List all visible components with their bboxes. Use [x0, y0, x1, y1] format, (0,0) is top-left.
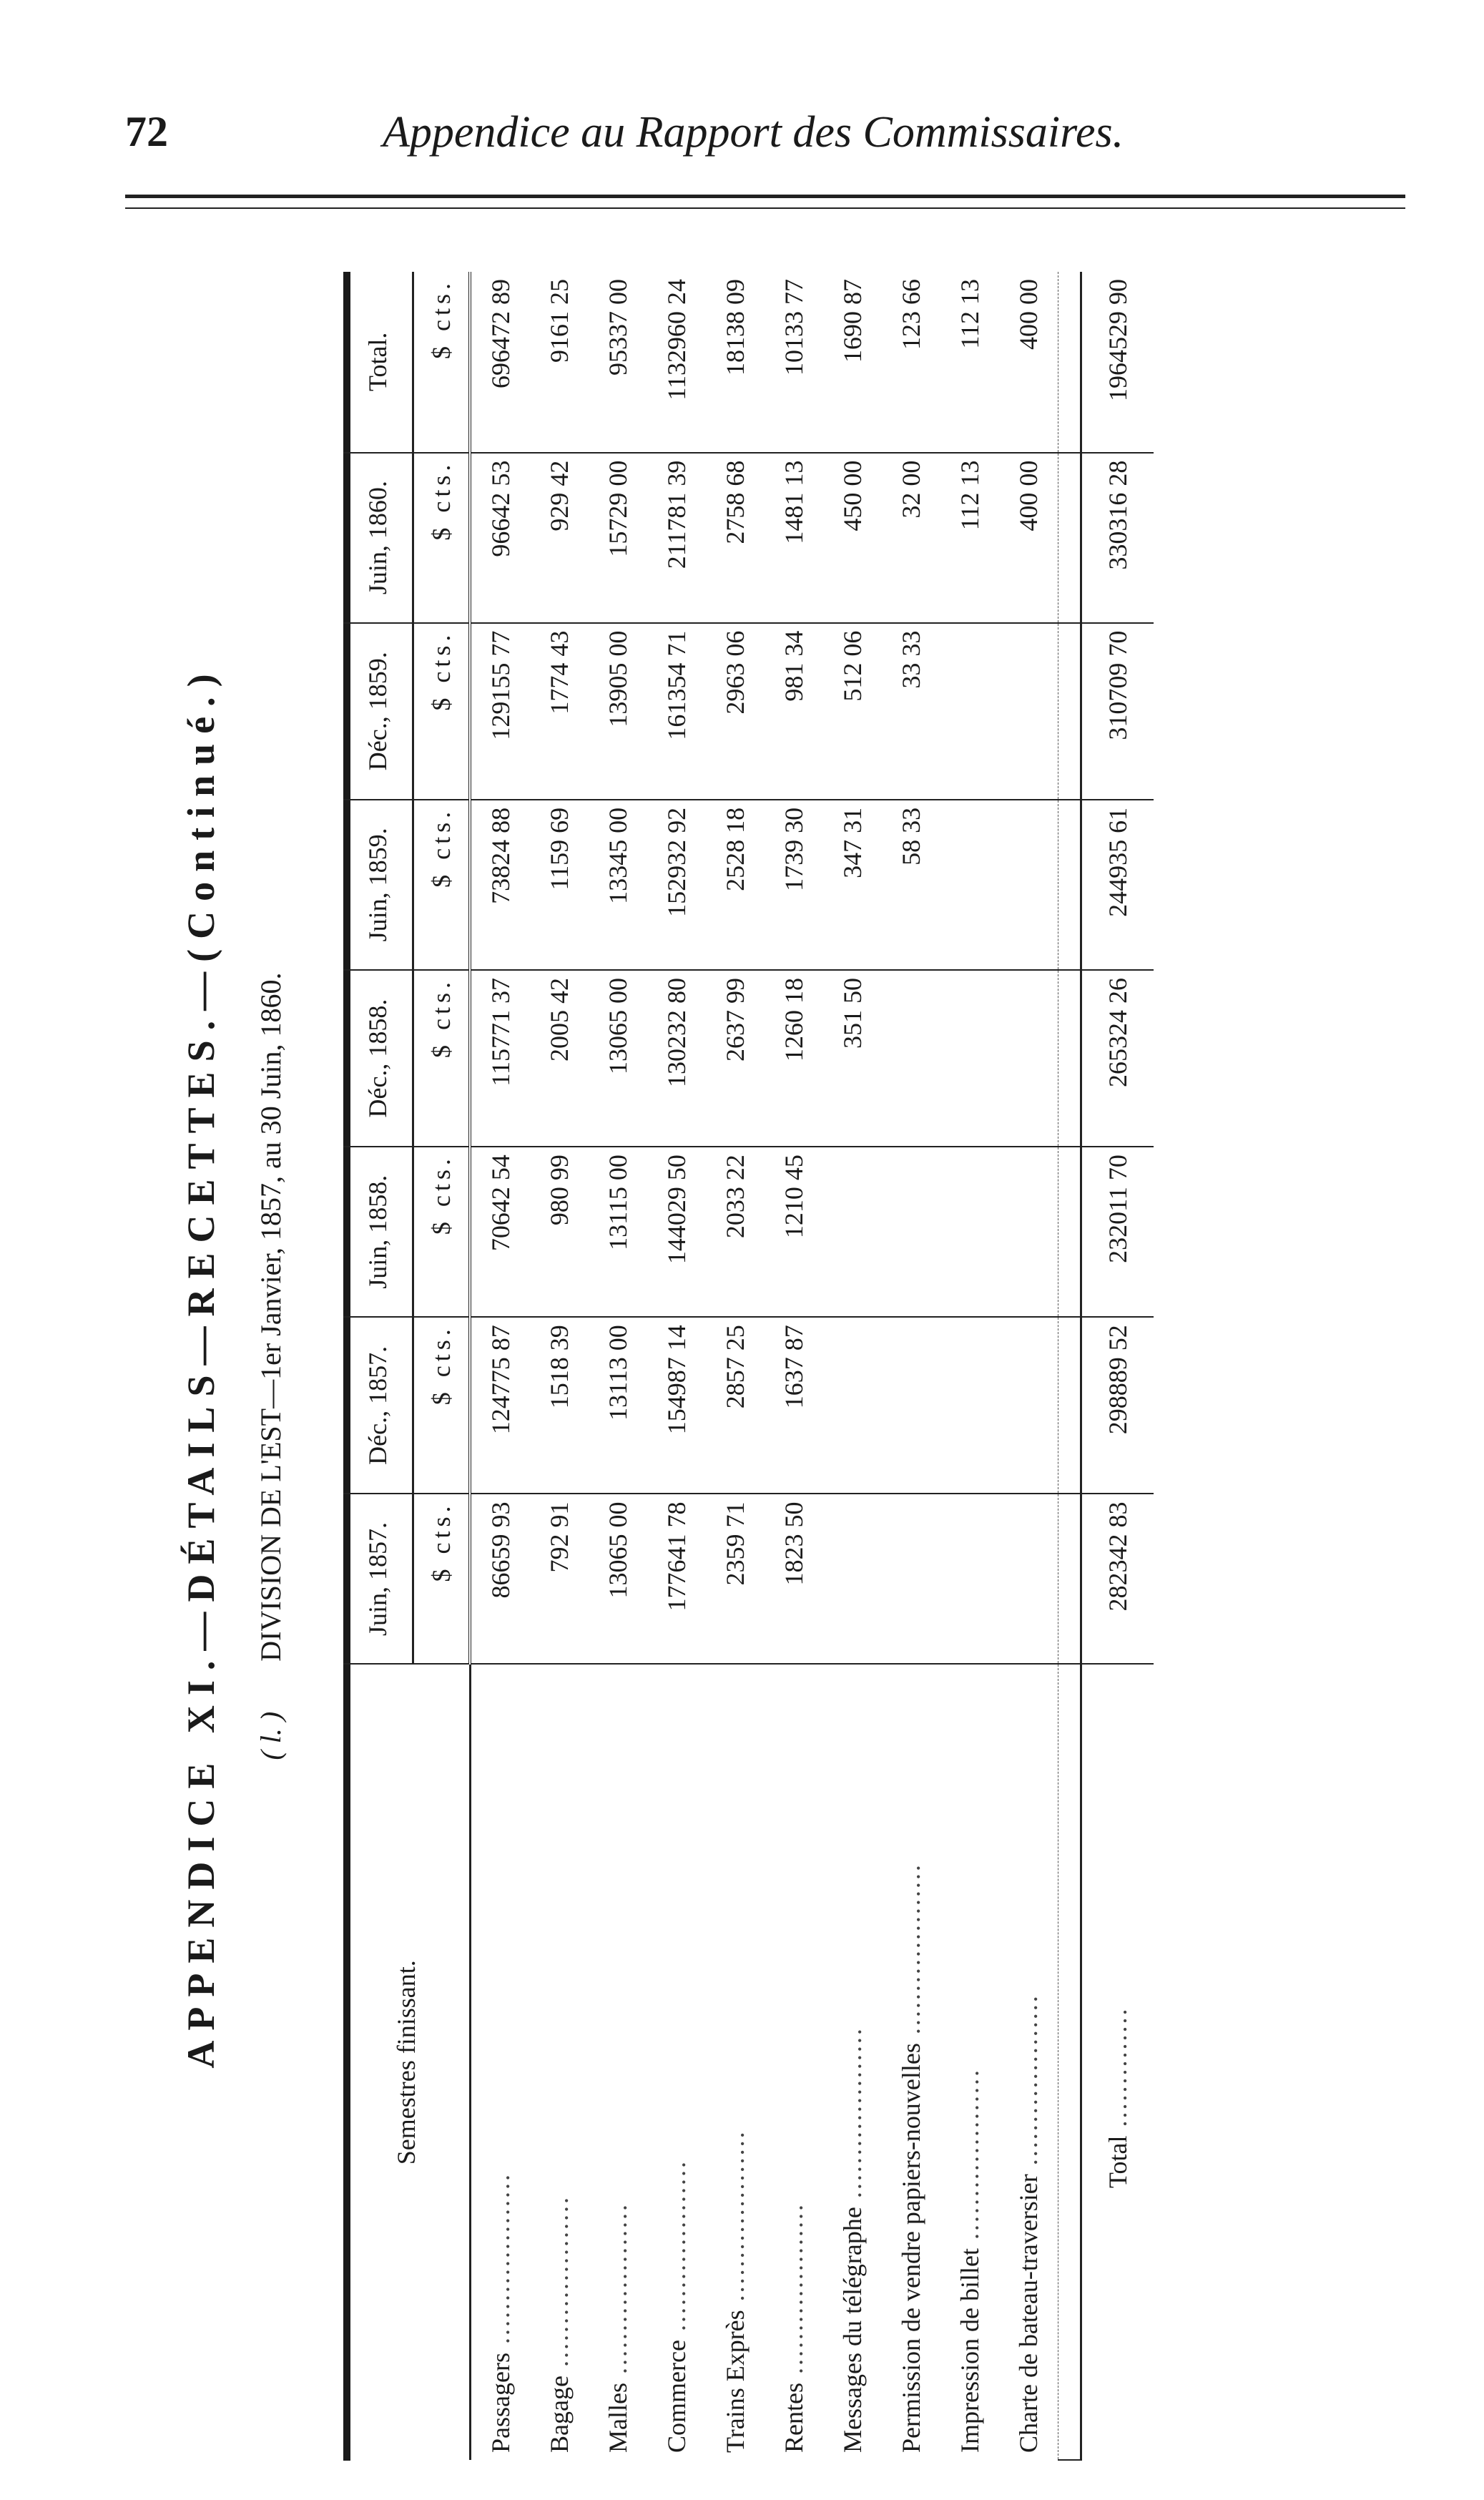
leader-dots: ....................: [486, 2172, 515, 2353]
total-label: [1081, 1665, 1154, 2461]
table-row: [882, 272, 940, 2460]
amount-cell: [823, 1147, 882, 1317]
page-number: 72: [125, 108, 168, 155]
table-body: [470, 272, 1154, 2460]
amount-cell: 130232 80: [647, 970, 706, 1147]
amount-cell: 95337 00: [589, 272, 647, 453]
leader-dots: ....................: [545, 2195, 574, 2376]
unit-label: $ cts.: [413, 1494, 471, 1664]
table-row: [589, 272, 647, 2460]
row-label-text: Passagers: [486, 2353, 515, 2453]
amount-cell: [999, 800, 1058, 970]
amount-cell: 13345 00: [589, 800, 647, 970]
amount-cell: 33 33: [882, 623, 940, 800]
amount-cell: 2359 71: [706, 1494, 765, 1664]
col-header: Déc., 1857.: [343, 1317, 413, 1494]
col-header: Juin, 1860.: [343, 453, 413, 623]
leader-dots: ....................: [721, 2129, 750, 2310]
total-row: [1081, 272, 1154, 2460]
row-label-text: Charte de bateau-traversier: [1014, 2174, 1043, 2453]
leader-dots: ..............: [1104, 2006, 1132, 2136]
amount-cell: 15729 00: [589, 453, 647, 623]
amount-cell: 124775 87: [470, 1317, 530, 1494]
amount-cell: 1774 43: [530, 623, 589, 800]
row-label: [470, 1665, 530, 2461]
amount-cell: 13115 00: [589, 1147, 647, 1317]
amount-cell: 1159 69: [530, 800, 589, 970]
amount-cell: 347 31: [823, 800, 882, 970]
row-label: [589, 1665, 647, 2461]
amount-cell: 792 91: [530, 1494, 589, 1664]
leader-dots: ....................: [662, 2160, 691, 2340]
row-label-text: Bagage: [545, 2376, 574, 2453]
amount-cell: [999, 1494, 1058, 1664]
amount-cell: 154987 14: [647, 1317, 706, 1494]
amount-cell: [882, 1494, 940, 1664]
amount-cell: 112 13: [940, 453, 999, 623]
total-cell: 1964529 90: [1081, 272, 1154, 453]
header-rule: [125, 195, 1405, 198]
amount-cell: [940, 623, 999, 800]
table-row: [706, 272, 765, 2460]
unit-label: $ cts.: [413, 453, 471, 623]
amount-cell: 450 00: [823, 453, 882, 623]
amount-cell: [999, 623, 1058, 800]
running-title: Appendice au Rapport des Commissaires.: [383, 108, 1124, 157]
amount-cell: 152932 92: [647, 800, 706, 970]
unit-label: $ cts.: [413, 1147, 471, 1317]
row-label: [765, 1665, 823, 2461]
unit-label: $ cts.: [413, 623, 471, 800]
amount-cell: 86659 93: [470, 1494, 530, 1664]
amount-cell: 13905 00: [589, 623, 647, 800]
receipts-table: [343, 272, 1154, 2461]
division-subtitle: DIVISION DE L'EST—1er Janvier, 1857, au 30 Juin, 1860.: [255, 972, 287, 1662]
col-header: Déc., 1858.: [343, 970, 413, 1147]
amount-cell: 129155 77: [470, 623, 530, 800]
amount-cell: 2528 18: [706, 800, 765, 970]
amount-cell: [940, 1317, 999, 1494]
table-row: [530, 272, 589, 2460]
table-row: [765, 272, 823, 2460]
unit-label: $ cts.: [413, 970, 471, 1147]
row-label: [999, 1665, 1058, 2461]
amount-cell: 2857 25: [706, 1317, 765, 1494]
row-label-text: Impression de billet: [955, 2248, 984, 2453]
amount-cell: 2005 42: [530, 970, 589, 1147]
row-label-text: Commerce: [662, 2340, 691, 2453]
amount-cell: 1481 13: [765, 453, 823, 623]
amount-cell: 13065 00: [589, 1494, 647, 1664]
amount-cell: 1260 18: [765, 970, 823, 1147]
total-cell: 330316 28: [1081, 453, 1154, 623]
page-header: [125, 107, 1398, 172]
separator-cell: [1058, 800, 1081, 970]
amount-cell: 9161 25: [530, 272, 589, 453]
separator-cell: [1058, 453, 1081, 623]
total-cell: 298889 52: [1081, 1317, 1154, 1494]
leader-dots: ....................: [604, 2202, 632, 2383]
amount-cell: 1518 39: [530, 1317, 589, 1494]
amount-cell: 96642 53: [470, 453, 530, 623]
separator-cell: [1058, 1317, 1081, 1494]
amount-cell: 10133 77: [765, 272, 823, 453]
leader-dots: ....................: [780, 2202, 808, 2383]
col-header: Juin, 1857.: [343, 1494, 413, 1664]
col-header: Juin, 1859.: [343, 800, 413, 970]
leader-dots: ....................: [897, 1863, 925, 2044]
amount-cell: 144029 50: [647, 1147, 706, 1317]
row-label-text: Permission de vendre papiers-nouvelles: [897, 2043, 925, 2453]
amount-cell: [999, 1147, 1058, 1317]
amount-cell: 177641 78: [647, 1494, 706, 1664]
header-rule-thin: [125, 207, 1405, 209]
amount-cell: 18138 09: [706, 272, 765, 453]
amount-cell: [940, 800, 999, 970]
amount-cell: [940, 970, 999, 1147]
amount-cell: 73824 88: [470, 800, 530, 970]
separator-cell: [1058, 1494, 1081, 1664]
amount-cell: [882, 1317, 940, 1494]
amount-cell: 13065 00: [589, 970, 647, 1147]
row-label-text: Rentes: [780, 2383, 808, 2453]
total-cell: 310709 70: [1081, 623, 1154, 800]
table-row: [470, 272, 530, 2460]
leader-dots: ....................: [955, 2068, 984, 2249]
row-label: [823, 1665, 882, 2461]
amount-cell: 112 13: [940, 272, 999, 453]
row-label-text: Trains Exprès: [721, 2310, 750, 2453]
section-marker: ( l. ): [255, 1711, 287, 1760]
amount-cell: 58 33: [882, 800, 940, 970]
amount-cell: 981 34: [765, 623, 823, 800]
appendix-title: APPENDICE XI.—DÉTAILS—RECETTES.—(Continué.): [180, 664, 222, 2069]
amount-cell: 929 42: [530, 453, 589, 623]
amount-cell: 211781 39: [647, 453, 706, 623]
amount-cell: 1739 30: [765, 800, 823, 970]
unit-label: $ cts.: [413, 1317, 471, 1494]
total-cell: 265324 26: [1081, 970, 1154, 1147]
amount-cell: 2963 06: [706, 623, 765, 800]
amount-cell: 400 00: [999, 272, 1058, 453]
amount-cell: 2033 22: [706, 1147, 765, 1317]
amount-cell: 512 06: [823, 623, 882, 800]
amount-cell: [882, 1147, 940, 1317]
row-label: [530, 1665, 589, 2461]
row-label-text: Messages du télégraphe: [838, 2207, 867, 2453]
amount-cell: 1823 50: [765, 1494, 823, 1664]
unit-label: $ cts.: [413, 800, 471, 970]
total-cell: 244935 61: [1081, 800, 1154, 970]
col-header: Total.: [343, 272, 413, 453]
table-row: [823, 272, 882, 2460]
amount-cell: 161354 71: [647, 623, 706, 800]
amount-cell: [882, 970, 940, 1147]
leader-dots: ....................: [1014, 1994, 1043, 2175]
amount-cell: 1210 45: [765, 1147, 823, 1317]
amount-cell: 2758 68: [706, 453, 765, 623]
amount-cell: 696472 89: [470, 272, 530, 453]
table-row: [647, 272, 706, 2460]
row-label: [940, 1665, 999, 2461]
amount-cell: 2637 99: [706, 970, 765, 1147]
row-label: [647, 1665, 706, 2461]
amount-cell: 13113 00: [589, 1317, 647, 1494]
amount-cell: 980 99: [530, 1147, 589, 1317]
unit-label: $ cts.: [413, 272, 471, 453]
amount-cell: [823, 1317, 882, 1494]
amount-cell: [999, 970, 1058, 1147]
row-label: [706, 1665, 765, 2461]
table-row: [999, 272, 1058, 2460]
amount-cell: 123 66: [882, 272, 940, 453]
amount-cell: 351 50: [823, 970, 882, 1147]
amount-cell: 115771 37: [470, 970, 530, 1147]
separator-cell: [1058, 272, 1081, 453]
col-header: Déc., 1859.: [343, 623, 413, 800]
column-header-row: [343, 272, 413, 2460]
separator-cell: [1058, 1147, 1081, 1317]
table-row: [940, 272, 999, 2460]
amount-cell: [999, 1317, 1058, 1494]
amount-cell: 1637 87: [765, 1317, 823, 1494]
row-label: [882, 1665, 940, 2461]
separator-cell: [1058, 970, 1081, 1147]
row-label-text: Malles: [604, 2383, 632, 2453]
col-header: Juin, 1858.: [343, 1147, 413, 1317]
amount-cell: 400 00: [999, 453, 1058, 623]
amount-cell: 70642 54: [470, 1147, 530, 1317]
amount-cell: 32 00: [882, 453, 940, 623]
division-title: [254, 272, 288, 2461]
amount-cell: [940, 1494, 999, 1664]
row-label-text: Total: [1104, 2135, 1132, 2188]
leader-dots: ....................: [838, 2026, 867, 2207]
total-cell: 282342 83: [1081, 1494, 1154, 1664]
separator-cell: [1058, 1665, 1081, 2461]
table-titles: [172, 272, 336, 2461]
amount-cell: 1132960 24: [647, 272, 706, 453]
label-column-header: Semestres finissant.: [343, 1665, 470, 2461]
amount-cell: 1690 87: [823, 272, 882, 453]
total-cell: 232011 70: [1081, 1147, 1154, 1317]
separator-cell: [1058, 623, 1081, 800]
amount-cell: [940, 1147, 999, 1317]
separator-row: [1058, 272, 1081, 2460]
rotated-table-block: [172, 272, 1302, 2461]
amount-cell: [823, 1494, 882, 1664]
